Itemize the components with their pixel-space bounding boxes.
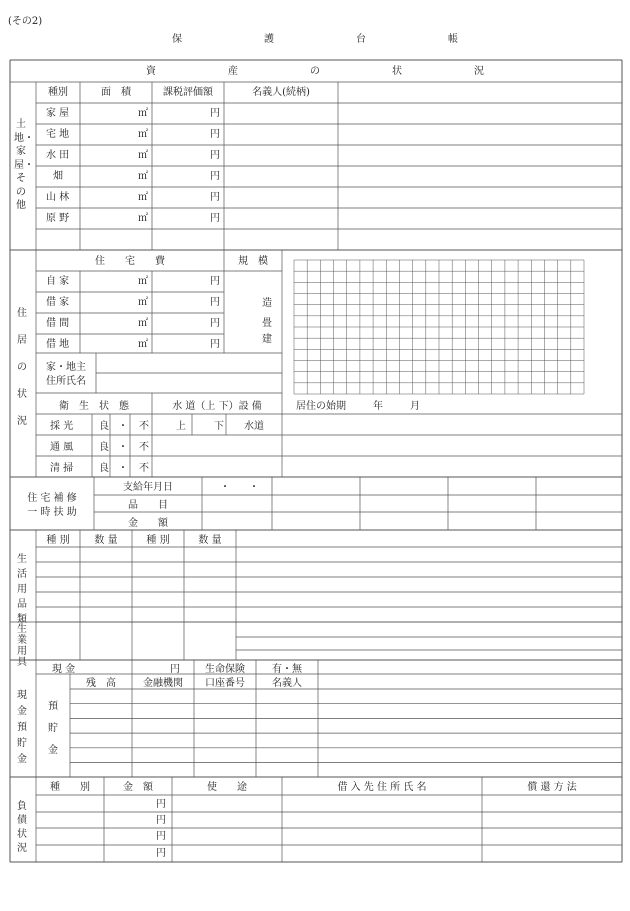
cash-side-label: 現金預貯金 [17, 690, 27, 765]
debt-yen: 円 [156, 815, 166, 826]
asset-row-unit: ㎡ [138, 129, 148, 140]
goods-col-type: 種 別 [146, 535, 170, 546]
housing-scale-char: 建 [262, 334, 272, 345]
insurance-label: 生命保険 [205, 664, 245, 675]
floor-plan-grid[interactable] [294, 260, 584, 394]
housing-row-type: 借 間 [46, 318, 70, 329]
aid-date-dot: ・ [220, 482, 230, 493]
debt-side-label: 負債状況 [17, 801, 27, 854]
title-char: 保 [172, 34, 182, 45]
goods-col-qty: 数 量 [198, 535, 222, 546]
landlord-label: 住所氏名 [46, 376, 86, 387]
goods-col-type: 種 別 [46, 535, 70, 546]
assets-heading-char: の [310, 66, 320, 77]
asset-row-unit: ㎡ [138, 213, 148, 224]
housing-side-char: 住居の状況 [17, 308, 27, 427]
housing-row-yen: 円 [210, 297, 220, 308]
landlord-field[interactable] [96, 353, 282, 393]
asset-row-unit: ㎡ [138, 171, 148, 182]
aid-row-date: 支給年月日 [123, 482, 173, 493]
hygiene-good: 良 [99, 442, 109, 453]
aid-entry-area[interactable] [202, 478, 622, 530]
housing-cost-heading: 住 宅 費 [95, 256, 165, 267]
debt-yen: 円 [156, 848, 166, 859]
housing-row-yen: 円 [210, 339, 220, 350]
housing-row-yen: 円 [210, 276, 220, 287]
housing-row-unit: ㎡ [138, 339, 148, 350]
asset-row-yen: 円 [210, 171, 220, 182]
debt-col-repay: 償 還 方 法 [527, 782, 577, 793]
savings-char: 金 [48, 745, 58, 756]
title-char: 台 [356, 34, 366, 45]
sheet-label: (その2) [8, 16, 43, 27]
housing-row-unit: ㎡ [138, 297, 148, 308]
assets-col-owner: 名義人(続柄) [252, 87, 310, 98]
savings-char: 貯 [48, 723, 58, 734]
assets-col-type: 種別 [48, 87, 68, 98]
hygiene-item: 採 光 [50, 421, 74, 432]
housing-row-type: 借 家 [46, 297, 70, 308]
cash-entry-area[interactable] [70, 689, 622, 777]
tools-side-label: 生業用具 [17, 624, 27, 668]
asset-row-type: 水 田 [46, 150, 70, 161]
asset-row-type: 家 屋 [46, 108, 70, 119]
assets-col-tax: 課税評価額 [163, 87, 213, 98]
goods-col-qty: 数 量 [94, 535, 118, 546]
col-account: 口座番号 [205, 678, 245, 689]
hygiene-bad: 不 [139, 463, 149, 474]
asset-row-unit: ㎡ [138, 192, 148, 203]
cash-yen: 円 [170, 664, 180, 675]
hygiene-bad: 不 [139, 421, 149, 432]
residence-start-label: 居住の始期 [296, 401, 346, 412]
col-holder: 名義人 [272, 678, 302, 689]
assets-col-area: 面 積 [101, 87, 131, 98]
asset-row-unit: ㎡ [138, 150, 148, 161]
debt-col-type: 種 別 [50, 782, 90, 793]
title-char: 護 [264, 34, 274, 45]
goods-entry-area[interactable] [36, 547, 622, 659]
debt-col-lender: 借 入 先 住 所 氏 名 [337, 782, 427, 793]
hygiene-item: 清 掃 [50, 463, 74, 474]
aid-row-amount: 金 額 [128, 518, 168, 529]
col-bank: 金融機関 [143, 678, 183, 689]
title-char: 帳 [448, 34, 458, 45]
asset-row-yen: 円 [210, 150, 220, 161]
assets-heading-char: 状 [392, 66, 402, 77]
hygiene-dot: ・ [118, 463, 128, 474]
housing-row-type: 借 地 [46, 339, 70, 350]
asset-row-yen: 円 [210, 213, 220, 224]
hygiene-bad: 不 [139, 442, 149, 453]
housing-row-type: 自 家 [46, 276, 70, 287]
hygiene-good: 良 [99, 421, 109, 432]
hygiene-dot: ・ [118, 442, 128, 453]
hygiene-dot: ・ [118, 421, 128, 432]
asset-row-unit: ㎡ [138, 108, 148, 119]
assets-side-label: 土地・家屋・その他 [14, 119, 34, 211]
cash-label: 現 金 [52, 664, 76, 675]
asset-row-type: 原 野 [46, 213, 70, 224]
debt-col-amount: 金 額 [123, 782, 153, 793]
housing-scale-char: 造 [262, 298, 272, 309]
assets-heading-char: 況 [474, 66, 484, 77]
hygiene-good: 良 [99, 463, 109, 474]
landlord-label: 家・地主 [46, 362, 86, 373]
debt-yen: 円 [156, 831, 166, 842]
housing-scale-heading: 規 模 [238, 256, 268, 267]
asset-row-yen: 円 [210, 108, 220, 119]
asset-row-type: 山 林 [46, 192, 70, 203]
assets-heading-char: 資 [146, 66, 156, 77]
aid-label: 住 宅 補 修 [27, 493, 77, 504]
savings-char: 預 [48, 701, 58, 712]
water-upper: 上 [176, 421, 186, 432]
col-balance: 残 高 [86, 678, 116, 689]
hygiene-item: 通 風 [50, 442, 74, 453]
housing-row-unit: ㎡ [138, 318, 148, 329]
water-heading: 水 道（上 下）設 備 [172, 401, 262, 412]
debt-entry-area[interactable] [36, 795, 622, 861]
asset-row-yen: 円 [210, 129, 220, 140]
aid-date-dot: ・ [249, 482, 259, 493]
aid-row-item: 品 目 [128, 500, 168, 511]
assets-entry-area[interactable] [36, 103, 622, 249]
debt-col-use: 使 途 [207, 782, 247, 793]
assets-heading-char: 産 [228, 66, 238, 77]
water-lower: 下 [214, 421, 224, 432]
water-label: 水道 [244, 421, 264, 432]
hygiene-heading: 衛 生 状 態 [59, 401, 129, 412]
asset-row-type: 宅 地 [46, 129, 70, 140]
housing-scale-char: 畳 [262, 318, 272, 329]
goods-side-label: 生活用品類 [17, 554, 27, 625]
insurance-value: 有・無 [272, 664, 302, 675]
debt-yen: 円 [156, 799, 166, 810]
housing-row-yen: 円 [210, 318, 220, 329]
aid-label: 一 時 扶 助 [27, 507, 77, 518]
housing-row-unit: ㎡ [138, 276, 148, 287]
residence-month-label: 月 [410, 401, 420, 412]
asset-row-type: 畑 [53, 171, 63, 182]
residence-year-label: 年 [373, 401, 383, 412]
asset-row-yen: 円 [210, 192, 220, 203]
